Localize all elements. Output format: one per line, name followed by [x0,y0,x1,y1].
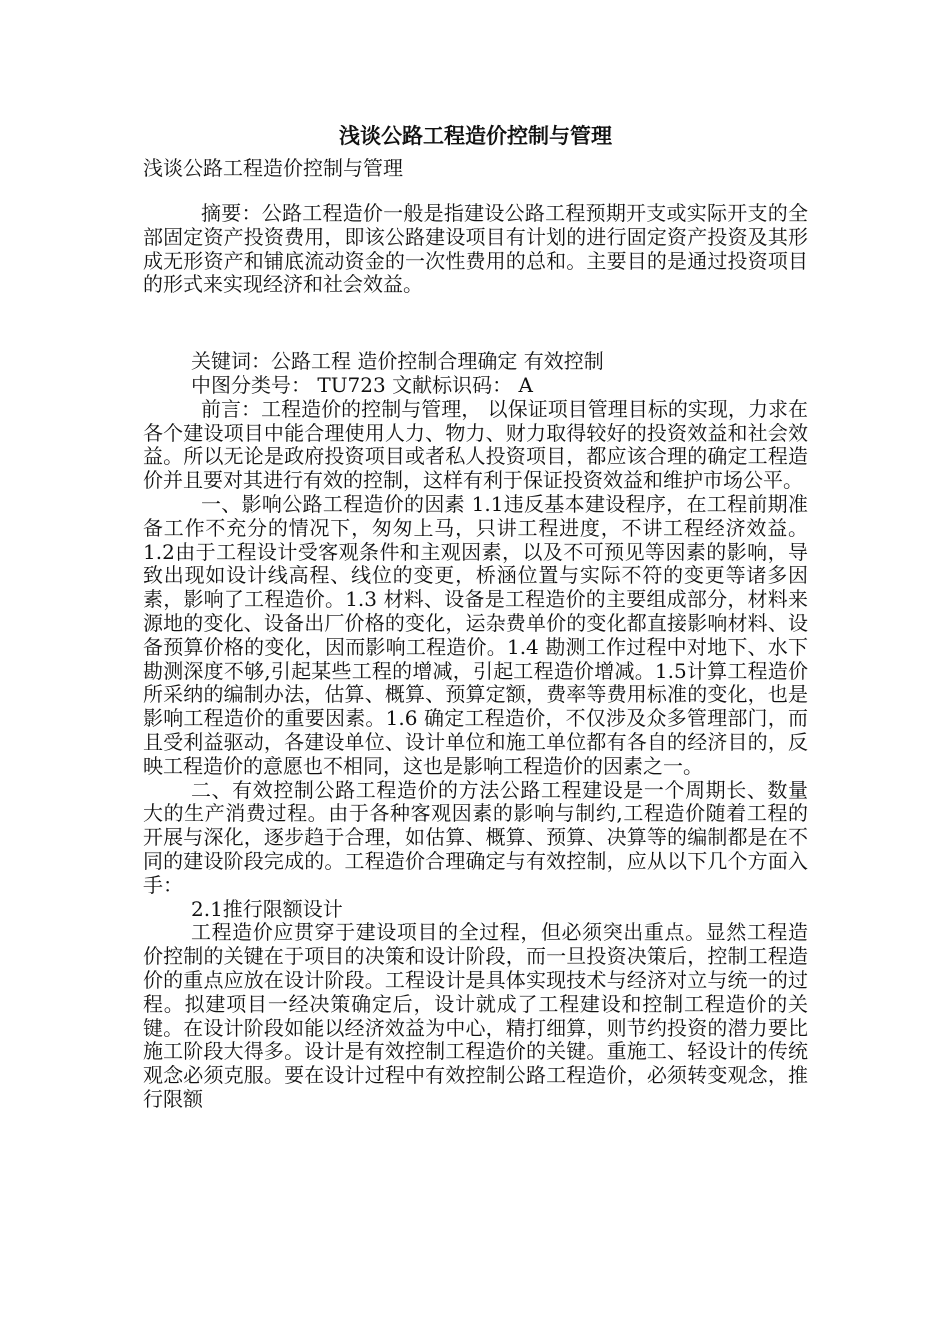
classification-line: 中图分类号： TU723 文献标识码： A [191,372,533,397]
abstract-paragraph: 摘要：公路工程造价一般是指建设公路工程预期开支或实际开支的全部固定资产投资费用，即该公路建设项目有计划的进行固定资产投资及其形成无形资产和铺底流动资金的一次性费用的总和。主要目的是通过投资项目的形式来实现经济和社会效益。 [143,201,808,297]
preface-paragraph: 前言：工程造价的控制与管理， 以保证项目管理目标的实现，力求在各个建设项目中能合理使用人力、物力、财力取得较好的投资效益和社会效益。所以无论是政府投资项目或者私人投资项目，都应该合理的确定工程造价并且要对其进行有效的控制，这样有利于保证投资效益和维护市场公平。 [143,396,808,493]
section-2-1-paragraph: 工程造价应贯穿于建设项目的全过程，但必须突出重点。显然工程造价控制的关键在于项目的决策和设计阶段，而一旦投资决策后，控制工程造价的重点应放在设计阶段。工程设计是具体实现技术与经济对立与统一的过程。拟建项目一经决策确定后，设计就成了工程建设和控制工程造价的关键。在设计阶段如能以经济效益为中心，精打细算，则节约投资的潜力要比施工阶段大得多。设计是有效控制工程造价的关键。重施工、轻设计的传统观念必须克服。要在设计过程中有效控制公路工程造价，必须转变观念，推行限额 [143,920,808,1111]
spacer [143,182,808,202]
document-subtitle: 浅谈公路工程造价控制与管理 [143,156,403,180]
keywords-line: 关键词：公路工程 造价控制合理确定 有效控制 [191,349,604,374]
spacer [143,297,808,350]
document-page [143,118,808,1112]
section-2-paragraph: 二、有效控制公路工程造价的方法公路工程建设是一个周期长、数量大的生产消费过程。由于各种客观因素的影响与制约,工程造价随着工程的开展与深化，逐步趋于合理，如估算、概算、预算、决算等的编制都是在不同的建设阶段完成的。工程造价合理确定与有效控制，应从以下几个方面入手： [143,777,808,897]
section-1-paragraph: 一、影响公路工程造价的因素 1.1违反基本建设程序，在工程前期准备工作不充分的情况下，匆匆上马，只讲工程进度，不讲工程经济效益。1.2由于工程设计受客观条件和主观因素，以及不可预见等因素的影响，导致出现如设计线高程、线位的变更，桥涵位置与实际不符的变更等诸多因素，影响了工程造价。1.3 材料、设备是工程造价的主要组成部分，材料来源地的变化、设备出厂价格的变化，运杂费单价的变化都直接影响材料、设备预算价格的变化，因而影响工程造价。1.4 勘测工作过程中对地下、水下勘测深度不够,引起某些工程的增减，引起工程造价增减。1.5计算工程造价所采纳的编制办法，估算、概算、预算定额，费率等费用标准的变化，也是影响工程造价的重要因素。1.6 确定工程造价，不仅涉及众多管理部门，而且受利益驱动，各建设单位、设计单位和施工单位都有各自的经济目的，反映工程造价的意愿也不相同，这也是影响工程造价的因素之一。 [143,491,808,778]
section-2-1-heading: 2.1推行限额设计 [191,896,343,921]
document-title: 浅谈公路工程造价控制与管理 [339,124,612,148]
